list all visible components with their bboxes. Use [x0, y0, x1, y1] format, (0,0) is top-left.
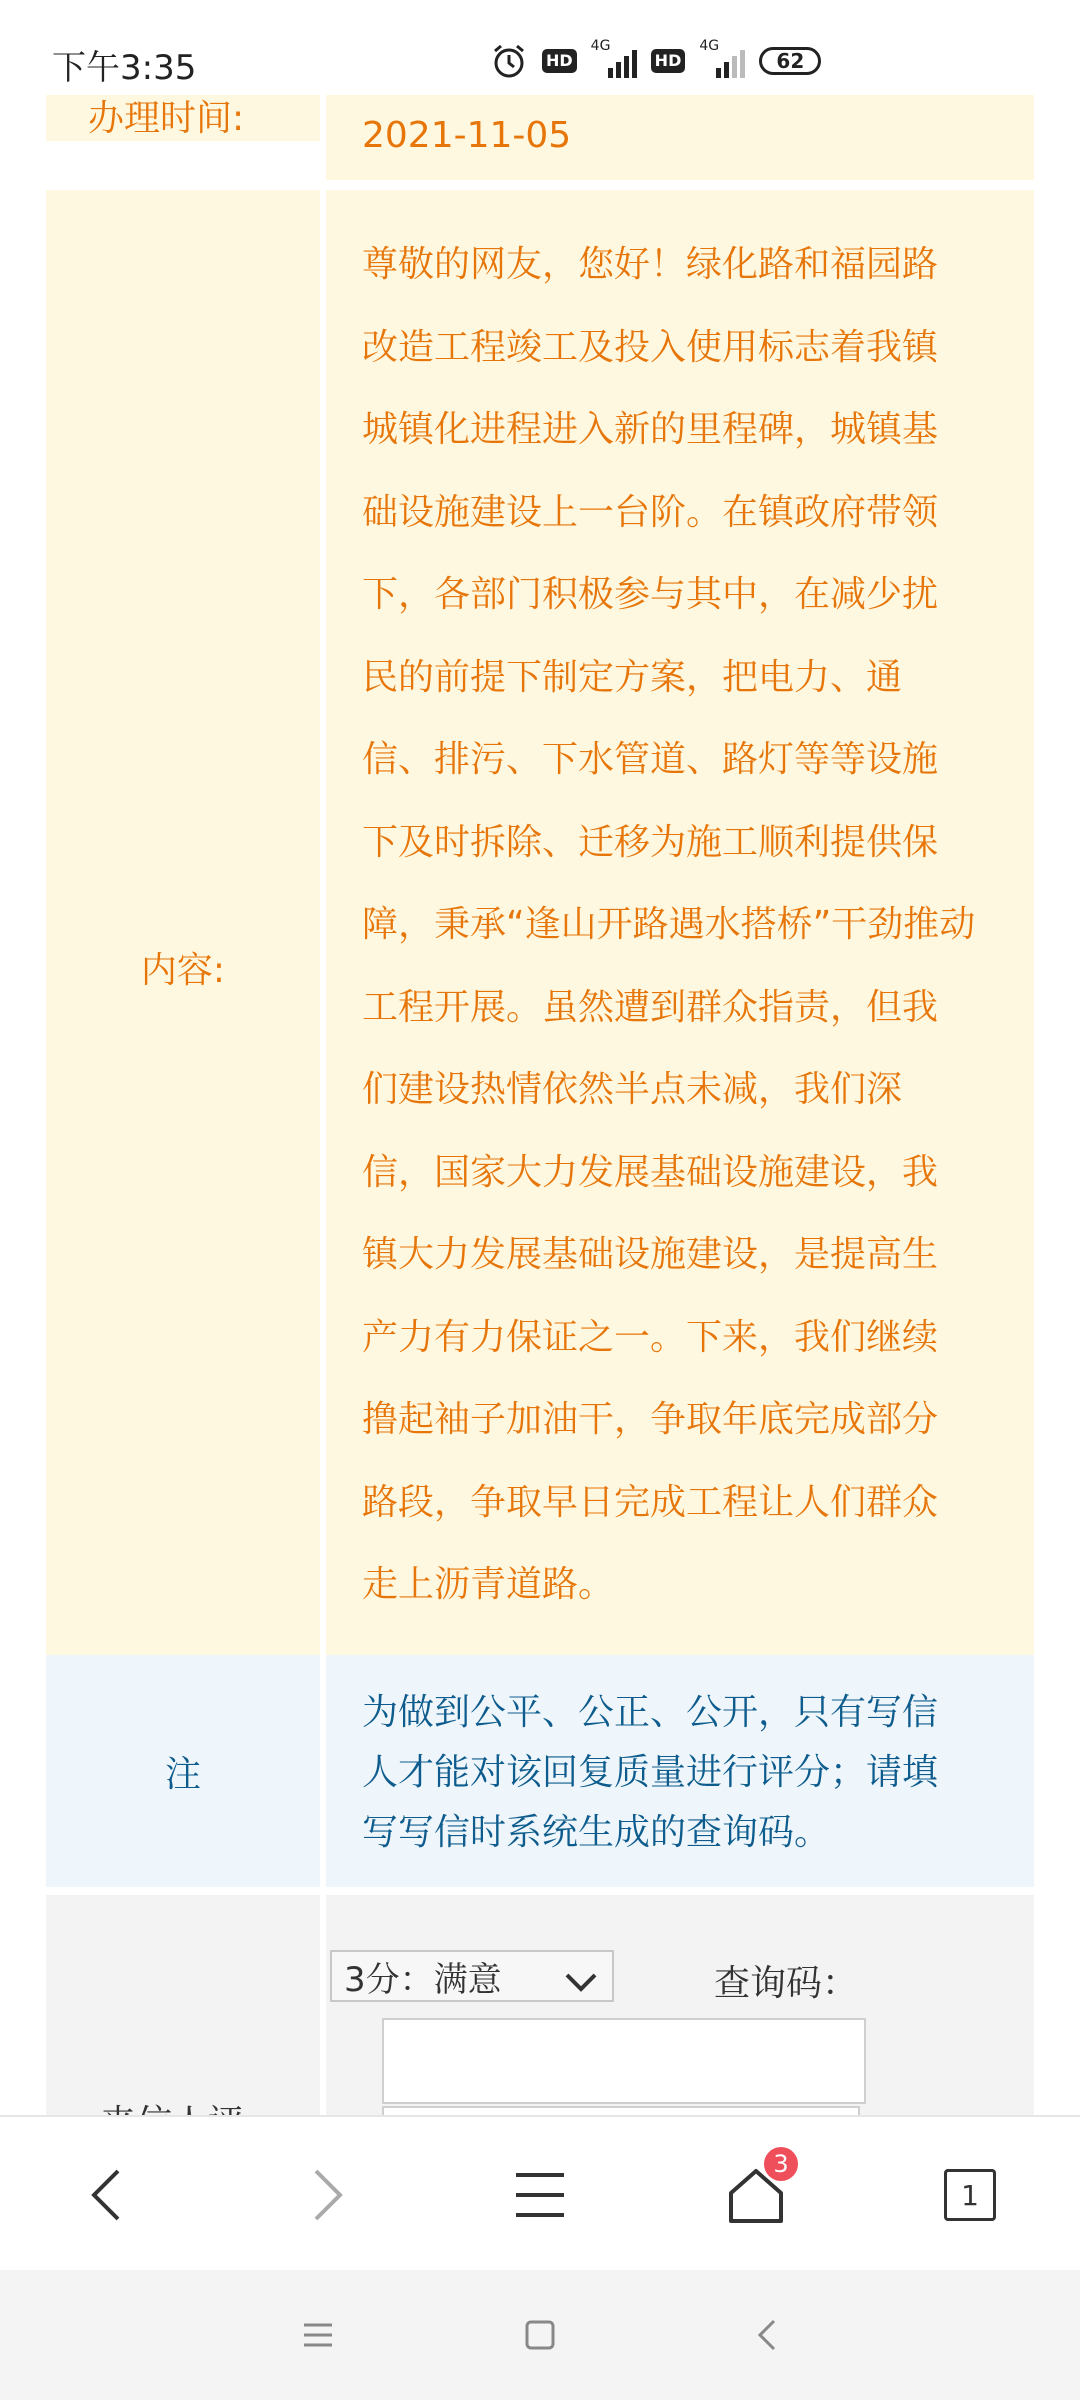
content-line: 下及时拆除、迁移为施工顺利提供保	[362, 821, 939, 863]
note-line: 为做到公平、公正、公开，只有写信	[362, 1692, 939, 1733]
content-line: 信、排污、下水管道、路灯等等设施	[362, 739, 939, 780]
content-line: 民的前提下制定方案，把电力、通	[362, 656, 903, 698]
content-line: 信，国家大力发展基础设施建设，我	[362, 1151, 939, 1193]
content-line: 城镇化进程进入新的里程碑，城镇基	[362, 409, 939, 450]
status-icons	[490, 38, 821, 80]
table-row-date	[46, 90, 1034, 180]
forward-button[interactable]	[296, 2165, 356, 2225]
rating-selected-value: 3分：满意	[344, 1959, 502, 2000]
note-line: 人才能对该回复质量进行评分；请填	[362, 1752, 939, 1793]
chevron-down-icon	[564, 1964, 598, 1988]
table-row-content	[46, 190, 1034, 1745]
note-label: 注	[46, 1655, 320, 1887]
back-icon[interactable]	[748, 2315, 788, 2355]
content-line: 们建设热情依然半点未减，我们深	[362, 1069, 903, 1110]
hd-icon: HD	[651, 49, 686, 73]
hd-icon: HD	[542, 49, 577, 73]
content-line: 路段，争取早日完成工程让人们群众	[362, 1481, 939, 1523]
content-line: 尊敬的网友，您好！绿化路和福园路	[362, 244, 939, 285]
query-code-label: 查询码：	[714, 1963, 859, 2004]
tabs-button[interactable]: 1	[944, 2169, 996, 2221]
content-line: 撸起袖子加油干，争取年底完成部分	[362, 1399, 939, 1440]
content-text	[326, 190, 1034, 1745]
system-navigation-bar	[0, 2270, 1080, 2400]
status-time: 下午3:35	[52, 48, 197, 88]
home-icon[interactable]	[520, 2315, 560, 2355]
date-label: 办理时间:	[46, 90, 320, 141]
content-line: 产力有力保证之一。下来，我们继续	[362, 1316, 939, 1358]
table-row-note	[46, 1655, 1034, 1887]
signal-4g-icon: 4G	[699, 44, 745, 78]
content-line: 工程开展。虽然遭到群众指责，但我	[362, 986, 939, 1028]
battery-icon: 62	[759, 47, 821, 75]
browser-toolbar	[0, 2115, 1080, 2272]
status-bar	[0, 0, 1080, 95]
rating-select[interactable]	[330, 1950, 614, 2002]
menu-button[interactable]	[510, 2165, 570, 2225]
recent-apps-icon[interactable]	[298, 2315, 338, 2355]
content-line: 障，秉承“逢山开路遇水搭桥”干劲推动	[362, 904, 976, 945]
date-value: 2021-11-05	[326, 90, 1034, 180]
note-text	[326, 1655, 1034, 1887]
content-line: 镇大力发展基础设施建设，是提高生	[362, 1234, 939, 1275]
content-line: 改造工程竣工及投入使用标志着我镇	[362, 326, 939, 368]
content-line: 下，各部门积极参与其中，在减少扰	[362, 574, 939, 615]
content-label: 内容:	[46, 190, 320, 1745]
note-line: 写写信时系统生成的查询码。	[362, 1812, 831, 1853]
alarm-icon	[490, 42, 528, 80]
content-line: 走上沥青道路。	[362, 1564, 615, 1605]
signal-4g-icon: 4G	[591, 44, 637, 78]
home-notification-badge: 3	[764, 2147, 798, 2181]
content-line: 础设施建设上一台阶。在镇政府带领	[362, 491, 939, 533]
query-code-input[interactable]	[382, 2018, 866, 2104]
back-button[interactable]	[78, 2165, 138, 2225]
